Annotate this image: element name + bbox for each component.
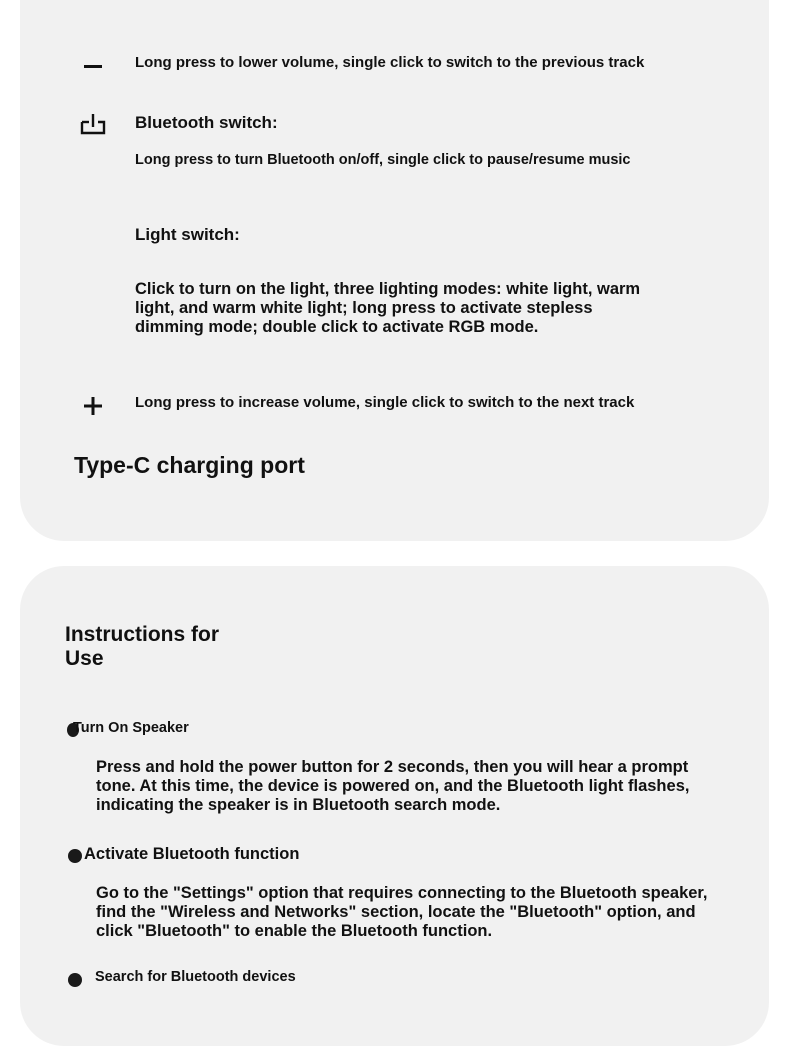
step-3-heading: Search for Bluetooth devices — [95, 969, 296, 985]
charging-port-label: Type-C charging port — [74, 452, 305, 478]
step-1-body: Press and hold the power button for 2 seconds, then you will hear a prompt tone. At this time, the device is powered on, and the Bluetooth light flashes, indicating the speaker is in Bluetooth search mode. — [96, 758, 690, 814]
step-1-heading: Turn On Speaker — [73, 720, 189, 736]
minus-icon — [83, 58, 103, 74]
minus-button-description: Long press to lower volume, single click to switch to the previous track — [135, 54, 645, 71]
bullet-icon — [68, 973, 82, 987]
bullet-icon — [68, 849, 82, 863]
light-switch-title: Light switch: — [135, 225, 240, 244]
step-2-heading: Activate Bluetooth function — [84, 845, 300, 863]
step-2-body: Go to the "Settings" option that requires connecting to the Bluetooth speaker, find the "Wireless and Networks" section, locate the "Bluetooth" option, and click "Bluetooth" to enable the Bluetooth function. — [96, 884, 708, 940]
bluetooth-switch-description: Long press to turn Bluetooth on/off, single click to pause/resume music — [135, 152, 631, 168]
light-switch-description: Click to turn on the light, three lighting modes: white light, warm light, and warm white light; long press to activate stepless dimming mode; double click to activate RGB mode. — [135, 280, 641, 336]
plus-button-description: Long press to increase volume, single click to switch to the next track — [135, 394, 635, 411]
power-bluetooth-icon — [80, 112, 108, 136]
plus-icon — [83, 396, 103, 416]
instructions-title: Instructions for Use — [65, 623, 220, 670]
bluetooth-switch-title: Bluetooth switch: — [135, 113, 278, 132]
